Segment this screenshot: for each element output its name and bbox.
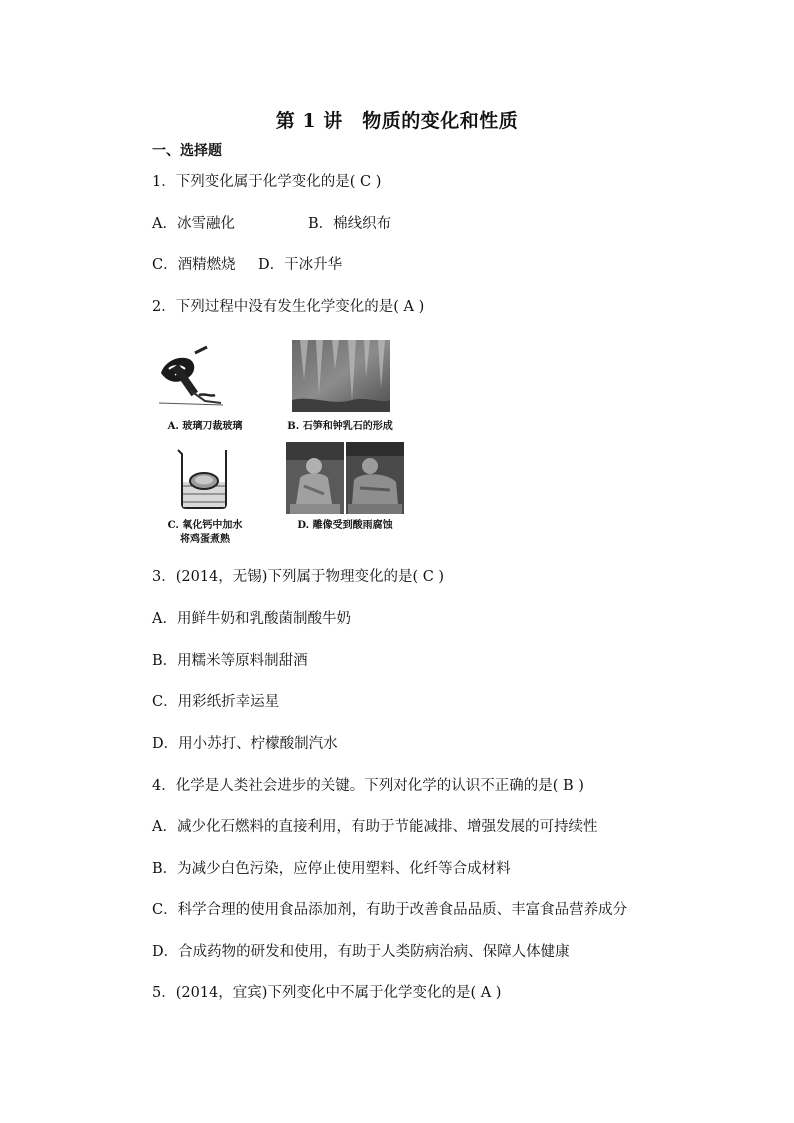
q4-stem: 4．化学是人类社会进步的关键。下列对化学的认识不正确的是( B ) <box>152 778 584 794</box>
section-heading: 一、选择题 <box>152 143 222 159</box>
q1-option-c: C．酒精燃烧 <box>152 257 236 273</box>
q3-stem: 3．(2014，无锡)下列属于物理变化的是( C ) <box>152 569 445 585</box>
caption-c-line2: 将鸡蛋煮熟 <box>180 534 230 545</box>
q3-option-c: C．用彩纸折幸运星 <box>152 694 280 710</box>
beaker-egg-image <box>172 446 236 510</box>
stalactite-image <box>292 340 390 412</box>
q3-option-b: B．用糯米等原料制甜酒 <box>152 653 308 669</box>
q1-option-a: A．冰雪融化 <box>152 216 235 232</box>
caption-c-line1: C. 氧化钙中加水 <box>167 520 243 531</box>
caption-d: D. 雕像受到酸雨腐蚀 <box>297 520 393 531</box>
q1-stem: 1．下列变化属于化学变化的是( C ) <box>152 174 382 190</box>
statue-right-image <box>346 442 404 514</box>
caption-a: A. 玻璃刀裁玻璃 <box>167 421 243 432</box>
q4-option-c: C．科学合理的使用食品添加剂，有助于改善食品品质、丰富食品营养成分 <box>152 902 628 918</box>
q1-option-d: D．干冰升华 <box>258 257 343 273</box>
q4-option-a: A．减少化石燃料的直接利用，有助于节能减排、增强发展的可持续性 <box>152 819 598 835</box>
q1-option-b: B．棉线织布 <box>308 216 392 232</box>
statue-left-image <box>286 442 344 514</box>
q4-option-b: B．为减少白色污染，应停止使用塑料、化纤等合成材料 <box>152 861 511 877</box>
page-title: 第 1 讲 物质的变化和性质 <box>275 110 519 132</box>
glass-cutter-image <box>155 345 227 415</box>
q4-option-d: D．合成药物的研发和使用，有助于人类防病治病、保障人体健康 <box>152 944 570 960</box>
caption-b: B. 石笋和钟乳石的形成 <box>287 421 393 432</box>
q3-option-d: D．用小苏打、柠檬酸制汽水 <box>152 736 338 752</box>
q2-stem: 2．下列过程中没有发生化学变化的是( A ) <box>152 299 425 315</box>
q3-option-a: A．用鲜牛奶和乳酸菌制酸牛奶 <box>152 611 351 627</box>
q5-stem: 5．(2014，宜宾)下列变化中不属于化学变化的是( A ) <box>152 985 502 1001</box>
